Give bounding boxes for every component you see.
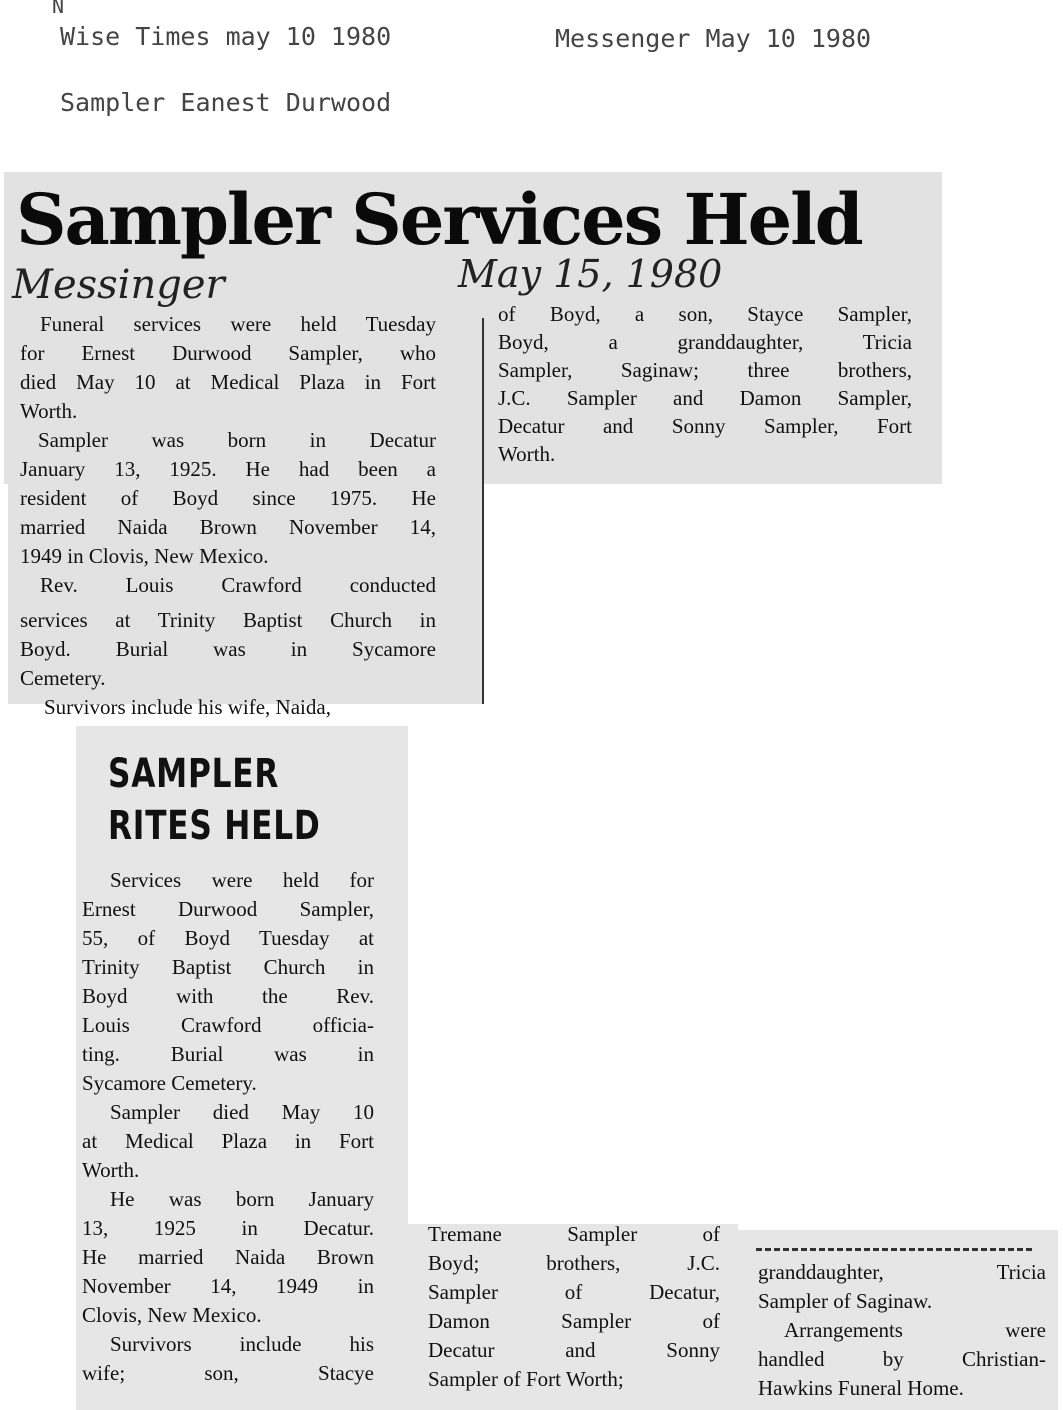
handwritten-paper-name: Messinger xyxy=(12,262,225,308)
text-line: He was born January xyxy=(110,1187,374,1211)
column-rule xyxy=(482,318,484,704)
text-line: Arrangements were xyxy=(784,1318,1046,1342)
clipping-1-column-2 xyxy=(498,300,912,468)
text-line: handled by Christian- xyxy=(758,1347,1046,1371)
text-line: Survivors include his wife, Naida, xyxy=(44,695,331,719)
text-line: Sycamore Cemetery. xyxy=(82,1071,257,1095)
headline-sampler-services-held: Sampler Services Held xyxy=(16,178,862,261)
text-line: of Boyd, a son, Stayce Sampler, xyxy=(498,302,912,326)
annotation-wise-times: Wise Times may 10 1980 xyxy=(60,22,392,51)
text-line: Cemetery. xyxy=(20,666,106,690)
text-line: for Ernest Durwood Sampler, who xyxy=(20,341,436,365)
text-line: Boyd. Burial was in Sycamore xyxy=(20,637,436,661)
dashed-separator xyxy=(756,1248,1032,1251)
text-line: Survivors include his xyxy=(110,1332,374,1356)
text-line: married Naida Brown November 14, xyxy=(20,515,436,539)
text-line: Boyd with the Rev. xyxy=(82,984,374,1008)
text-line: He married Naida Brown xyxy=(82,1245,374,1269)
text-line: Funeral services were held Tuesday xyxy=(40,312,436,336)
text-line: January 13, 1925. He had been a xyxy=(20,457,436,481)
text-line: Decatur and Sonny xyxy=(428,1338,720,1362)
text-line: Sampler of Fort Worth; xyxy=(428,1367,624,1391)
text-line: Boyd, a granddaughter, Tricia xyxy=(498,330,912,354)
clipping-2-column-3 xyxy=(758,1258,1046,1403)
text-line: Trinity Baptist Church in xyxy=(82,955,374,979)
text-line: Clovis, New Mexico. xyxy=(82,1303,262,1327)
text-line: November 14, 1949 in xyxy=(82,1274,374,1298)
annotation-name: Sampler Eanest Durwood xyxy=(60,88,392,117)
clipping-1-column-1 xyxy=(20,310,436,722)
text-line: Sampler was born in Decatur xyxy=(38,428,436,452)
text-line: resident of Boyd since 1975. He xyxy=(20,486,436,510)
text-line: Services were held for xyxy=(110,868,374,892)
text-line: at Medical Plaza in Fort xyxy=(82,1129,374,1153)
text-line: Damon Sampler of xyxy=(428,1309,720,1333)
text-line: Ernest Durwood Sampler, xyxy=(82,897,374,921)
headline-line: RITES HELD xyxy=(108,803,321,849)
text-line: granddaughter, Tricia xyxy=(758,1260,1046,1284)
text-line: J.C. Sampler and Damon Sampler, xyxy=(498,386,912,410)
handwritten-date: May 15, 1980 xyxy=(458,252,723,296)
text-line: Hawkins Funeral Home. xyxy=(758,1376,964,1400)
text-line: Sampler of Decatur, xyxy=(428,1280,720,1304)
text-line: Rev. Louis Crawford conducted xyxy=(40,573,436,597)
text-line: Sampler, Saginaw; three brothers, xyxy=(498,358,912,382)
text-line: ting. Burial was in xyxy=(82,1042,374,1066)
text-line: wife; son, Stacye xyxy=(82,1361,374,1385)
text-line: services at Trinity Baptist Church in xyxy=(20,608,436,632)
headline-sampler-rites-held xyxy=(108,748,321,852)
text-line: Boyd; brothers, J.C. xyxy=(428,1251,720,1275)
text-line: Decatur and Sonny Sampler, Fort xyxy=(498,414,912,438)
annotation-messenger: Messenger May 10 1980 xyxy=(555,24,872,53)
text-line: died May 10 at Medical Plaza in Fort xyxy=(20,370,436,394)
text-line: Louis Crawford officia- xyxy=(82,1013,374,1037)
text-line: Worth. xyxy=(82,1158,140,1182)
text-line: Sampler of Saginaw. xyxy=(758,1289,933,1313)
corner-mark: N xyxy=(52,0,65,18)
text-line: Worth. xyxy=(20,399,78,423)
text-line: Worth. xyxy=(498,442,556,466)
text-line: Sampler died May 10 xyxy=(110,1100,374,1124)
text-line: Tremane Sampler of xyxy=(428,1222,720,1246)
text-line: 55, of Boyd Tuesday at xyxy=(82,926,374,950)
text-line: 13, 1925 in Decatur. xyxy=(82,1216,374,1240)
clipping-2-column-1 xyxy=(82,866,374,1388)
text-line: 1949 in Clovis, New Mexico. xyxy=(20,544,269,568)
headline-line: SAMPLER xyxy=(108,751,280,797)
clipping-2-column-2 xyxy=(428,1220,720,1394)
